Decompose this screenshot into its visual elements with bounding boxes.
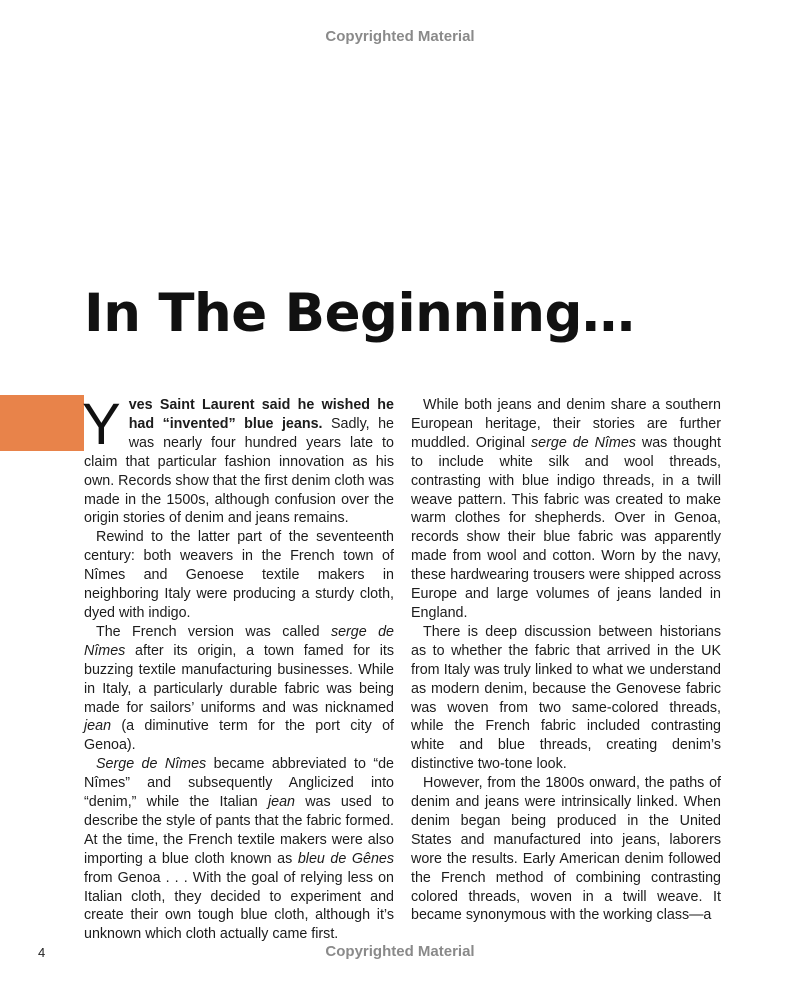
italic-term: serge de Nîmes (84, 623, 394, 659)
paragraph (411, 396, 721, 623)
chapter-title: In The Beginning… (84, 283, 635, 344)
paragraph-text: was thought to include white silk and wool threads, contrasting with blue indigo threads, in a twill weave pattern. This fabric was created to make warm clothes for shepherds. Over in Genoa, records show their blue fabric was apparently made from wool and cotton. Worn by the navy, these hardwearing trousers were shipped across Europe and large volumes of jeans landed in England. (411, 434, 721, 621)
italic-term: bleu de Gênes (297, 850, 394, 867)
paragraph-text: Rewind to the latter part of the seventeenth century: both weavers in the French town of Nîmes and Genoese textile makers in neighboring Italy were producing a sturdy cloth, dyed with indigo. (84, 529, 394, 621)
paragraph (411, 623, 721, 774)
paragraph-text: (a diminutive term for the port city of Genoa). (84, 718, 394, 754)
accent-bar (0, 395, 84, 451)
left-column (82, 392, 394, 944)
paragraph-text: Sadly, he was nearly four hundred years late to claim that particular fashion innovation as his own. Records show that the first denim cloth was made in the 1500s, although confusion over the origin stories of denim and jeans remains. (84, 415, 394, 527)
italic-term: serge de Nîmes (531, 434, 636, 451)
paragraph-text: While both jeans and denim share a southern European heritage, their stories are further muddled. Original (411, 397, 721, 451)
paragraph (84, 755, 394, 944)
paragraph-text: There is deep discussion between historians as to whether the fabric that arrived in the UK from Italy was truly linked to what we understand as modern denim, because the Genovese fabric was woven from two same-colored threads, while the French fabric included contrasting white and blue threads, creating denim’s distinctive two-tone look. (411, 623, 721, 773)
copyright-watermark-top: Copyrighted Material (325, 28, 475, 45)
paragraph (84, 528, 394, 623)
paragraph-text: However, from the 1800s onward, the paths of denim and jeans were intrinsically linked. When denim began being produced in the United States and manufactured into jeans, laborers wore the results. Early American denim followed the French method of combining contrasting colored threads, woven in a twill weave. It became synonymous with the working class—a (411, 775, 721, 924)
paragraph (84, 623, 394, 755)
paragraph (82, 392, 394, 528)
italic-term: jean (267, 794, 295, 811)
paragraph-text: after its origin, a town famed for its buzzing textile manufacturing businesses. While in Italy, a particularly durable fabric was being made for sailors’ uniforms and was nicknamed (84, 642, 394, 716)
paragraph-text: became abbreviated to “de Nîmes” and subsequently Anglicized into “denim,” while the Italian (84, 756, 394, 811)
paragraph (411, 774, 721, 925)
italic-term: jean (84, 718, 112, 735)
copyright-watermark-bottom: Copyrighted Material (325, 943, 475, 960)
drop-cap: Y (82, 392, 121, 457)
paragraph-text: from Genoa . . . With the goal of relying less on Italian cloth, they decided to experiment and create their own tough blue cloth, although it’s unknown which cloth actually came first. (84, 869, 394, 943)
italic-term: Serge de Nîmes (96, 756, 207, 773)
page-number: 4 (38, 945, 46, 960)
right-column (411, 396, 721, 925)
paragraph-text: was used to describe the style of pants that the fabric formed. At the time, the French textile makers were also importing a blue cloth known as (84, 794, 394, 867)
lead-in-bold-text: ves Saint Laurent said he wished he had “invented” blue jeans. (128, 397, 394, 432)
paragraph-text: The French version was called (96, 623, 331, 640)
